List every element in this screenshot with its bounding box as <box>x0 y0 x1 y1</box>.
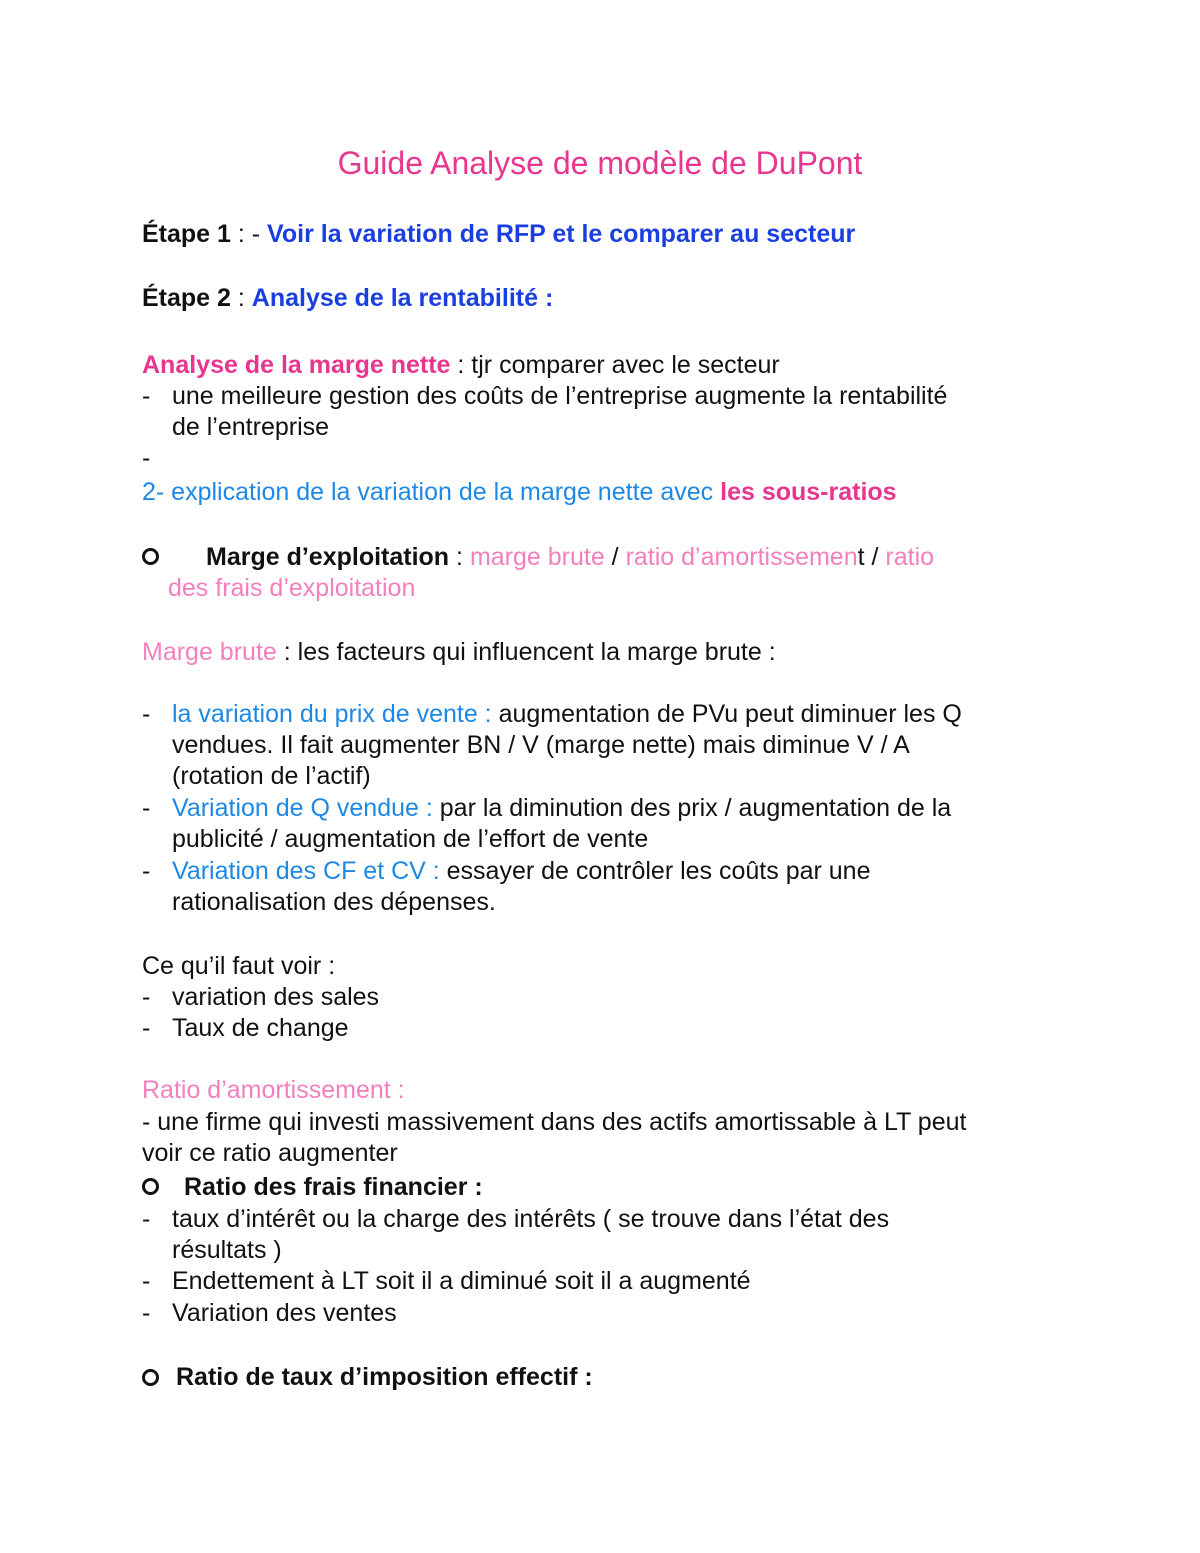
dash-marker: - <box>142 1205 151 1233</box>
circle-bullet-icon <box>142 1369 159 1386</box>
frais-exploitation-text: des frais d’exploitation <box>168 574 416 602</box>
etape1-text: Voir la variation de RFP et le comparer au secteur <box>267 220 856 248</box>
item-text: rationalisation des dépenses. <box>172 888 496 916</box>
list-item <box>142 381 150 412</box>
marge-exploitation-line <box>206 542 934 573</box>
dash-marker: - <box>142 857 151 885</box>
etape1-line <box>142 219 855 250</box>
marge-nette-bullet1-a: une meilleure gestion des coûts de l’entreprise augmente la rentabilité <box>172 382 948 410</box>
item-text: vendues. Il fait augmenter BN / V (marge nette) mais diminue V / A <box>172 731 910 759</box>
dash-marker: - <box>142 382 151 410</box>
list-item: taux d’intérêt ou la charge des intérêts ( se trouve dans l’état des <box>172 1205 890 1233</box>
etape2-label: Étape 2 <box>142 284 231 312</box>
dash-marker: - <box>142 1267 151 1295</box>
list-item-cont: résultats ) <box>172 1236 282 1264</box>
etape2-sep: : <box>230 284 252 312</box>
ratio-amortissement-line2: voir ce ratio augmenter <box>142 1139 398 1167</box>
marge-brute-label: Marge brute <box>142 638 277 666</box>
etape2-text: Analyse de la rentabilité : <box>251 284 554 312</box>
item-text: par la diminution des prix / augmentation de la <box>432 794 952 822</box>
marge-brute-rest: : les facteurs qui influencent la marge brute : <box>276 638 776 666</box>
ratio-amortissement-link: ratio d’amortissemen <box>625 543 858 571</box>
item-key: la variation du prix de vente : <box>172 700 492 728</box>
marge-nette-heading-line <box>142 350 780 381</box>
list-item <box>172 699 962 730</box>
dash-marker: - <box>142 983 151 1011</box>
dash-marker: - <box>142 700 151 728</box>
marge-exploitation-sep: : <box>449 543 470 571</box>
ratio-amortissement-line1: - une firme qui investi massivement dans des actifs amortissable à LT peut <box>142 1108 967 1136</box>
sous-ratios-text: les sous-ratios <box>720 478 897 506</box>
item-text: augmentation de PVu peut diminuer les Q <box>491 700 962 728</box>
circle-bullet-icon <box>142 548 159 565</box>
marge-brute-heading-line <box>142 637 776 668</box>
dash-marker: - <box>142 1014 151 1042</box>
ratio-text: ratio <box>885 543 935 571</box>
list-item: Endettement à LT soit il a diminué soit il a augmenté <box>172 1267 751 1295</box>
etape1-label: Étape 1 <box>142 220 231 248</box>
empty-dash: - <box>142 444 151 472</box>
item-key: Variation des CF et CV : <box>172 857 440 885</box>
list-item <box>172 856 871 887</box>
explication-text: 2- explication de la variation de la marge nette avec <box>142 478 721 506</box>
circle-bullet-icon <box>142 1178 159 1195</box>
t-slash-text: t / <box>857 543 886 571</box>
dash-marker: - <box>142 1299 151 1327</box>
marge-nette-bullet1-b: de l’entreprise <box>172 413 330 441</box>
item-text: (rotation de l’actif) <box>172 762 371 790</box>
item-key: Variation de Q vendue : <box>172 794 433 822</box>
ratio-frais-financier-heading: Ratio des frais financier : <box>184 1173 483 1201</box>
list-item <box>172 793 951 824</box>
marge-nette-heading: Analyse de la marge nette <box>142 351 451 379</box>
page-title: Guide Analyse de modèle de DuPont <box>337 145 863 181</box>
marge-nette-heading-rest: : tjr comparer avec le secteur <box>450 351 780 379</box>
etape1-sep: : - <box>230 220 268 248</box>
list-item: Taux de change <box>172 1014 349 1042</box>
item-text: essayer de contrôler les coûts par une <box>439 857 871 885</box>
explication-line <box>142 477 897 508</box>
list-item: Variation des ventes <box>172 1299 397 1327</box>
list-item: variation des sales <box>172 983 380 1011</box>
marge-brute-link: marge brute <box>469 543 605 571</box>
item-text: publicité / augmentation de l’effort de vente <box>172 825 649 853</box>
marge-exploitation-label: Marge d’exploitation <box>206 543 450 571</box>
dash-marker: - <box>142 794 151 822</box>
etape2-line <box>142 283 553 314</box>
ratio-amortissement-heading: Ratio d’amortissement : <box>142 1076 405 1104</box>
ratio-imposition-heading: Ratio de taux d’imposition effectif : <box>176 1363 593 1391</box>
slash-sep: / <box>604 543 626 571</box>
voir-heading: Ce qu’il faut voir : <box>142 952 336 980</box>
